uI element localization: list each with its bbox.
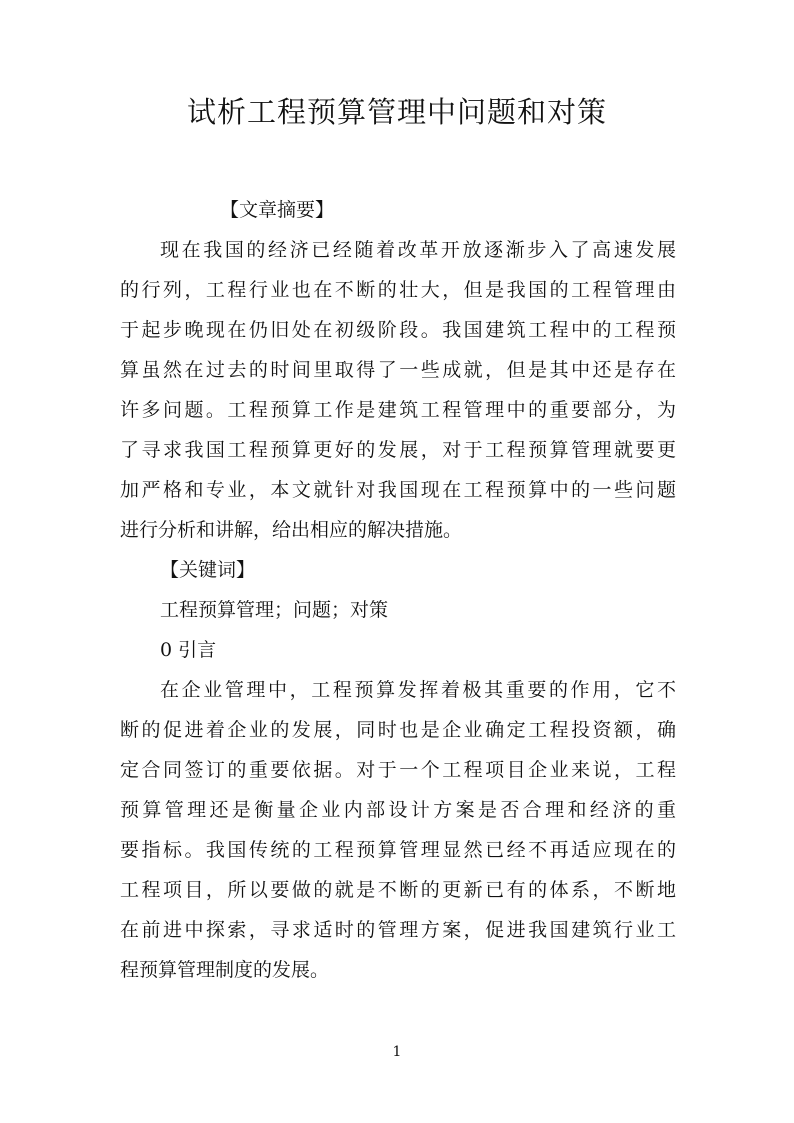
section-heading-introduction: 0 引言 — [160, 639, 217, 661]
intro-line-1: 在企业管理中，工程预算发挥着极其重要的作用，它不 — [160, 679, 676, 701]
abstract-line-4: 算虽然在过去的时间里取得了一些成就，但是其中还是存在 — [120, 359, 676, 381]
intro-line-3: 定合同签订的重要依据。对于一个工程项目企业来说，工程 — [120, 759, 676, 781]
abstract-line-8: 进行分析和讲解，给出相应的解决措施。 — [120, 519, 463, 541]
intro-line-8: 程预算管理制度的发展。 — [120, 959, 330, 981]
abstract-line-6: 了寻求我国工程预算更好的发展，对于工程预算管理就要更 — [120, 439, 676, 461]
intro-line-7: 在前进中探索，寻求适时的管理方案，促进我国建筑行业工 — [120, 919, 676, 941]
abstract-line-5: 许多问题。工程预算工作是建筑工程管理中的重要部分，为 — [120, 399, 676, 421]
keywords-text: 工程预算管理；问题；对策 — [160, 599, 389, 621]
intro-line-6: 工程项目，所以要做的就是不断的更新已有的体系，不断地 — [120, 879, 676, 901]
abstract-line-1: 现在我国的经济已经随着改革开放逐渐步入了高速发展 — [160, 239, 676, 261]
document-title: 试析工程预算管理中问题和对策 — [186, 95, 607, 129]
abstract-line-7: 加严格和专业，本文就针对我国现在工程预算中的一些问题 — [120, 479, 676, 501]
intro-line-2: 断的促进着企业的发展，同时也是企业确定工程投资额，确 — [120, 719, 676, 741]
intro-line-5: 要指标。我国传统的工程预算管理显然已经不再适应现在的 — [120, 839, 676, 861]
abstract-heading: 【文章摘要】 — [220, 199, 335, 221]
abstract-line-2: 的行列，工程行业也在不断的壮大，但是我国的工程管理由 — [120, 279, 676, 301]
document-body — [120, 190, 676, 990]
keywords-heading: 【关键词】 — [160, 559, 256, 581]
page-number: 1 — [392, 1044, 402, 1060]
abstract-line-3: 于起步晚现在仍旧处在初级阶段。我国建筑工程中的工程预 — [120, 319, 676, 341]
intro-line-4: 预算管理还是衡量企业内部设计方案是否合理和经济的重 — [120, 799, 676, 821]
